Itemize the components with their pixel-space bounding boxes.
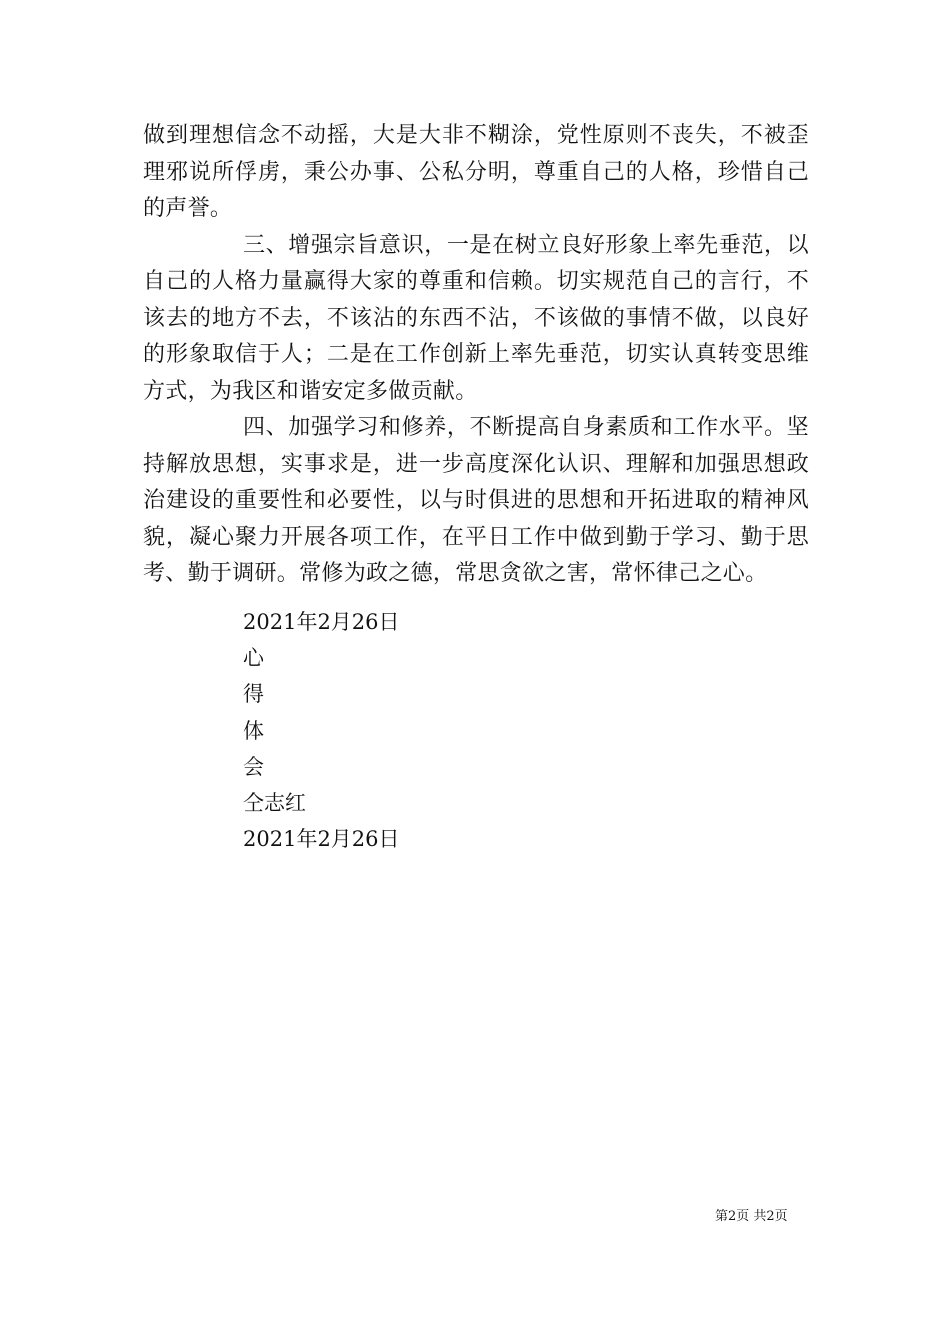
signature-date: 2021年2月26日	[243, 610, 400, 634]
signature-date-repeat: 2021年2月26日	[243, 827, 400, 852]
author-name: 仝志红	[243, 791, 306, 816]
page-number-footer: 第2页 共2页	[715, 1209, 788, 1224]
paragraph-section-four: 四、加强学习和修养，不断提高自身素质和工作水平。坚持解放思想，实事求是，进一步高度深化认识、理解和加强思想政治建设的重要性和必要性，以与时俱进的思想和开拓进取的精神风貌，凝心聚力开展各项工作，在平日工作中做到勤于学习、勤于思考、勤于调研。常修为政之德，常思贪欲之害，常怀律己之心。	[143, 415, 809, 586]
title-char: 会	[243, 754, 264, 779]
paragraph-continuation: 做到理想信念不动摇，大是大非不糊涂，党性原则不丧失，不被歪理邪说所俘虏，秉公办事、公私分明，尊重自己的人格，珍惜自己的声誉。	[143, 123, 809, 221]
title-char: 心	[243, 646, 264, 671]
document-body	[143, 118, 809, 593]
paragraph-section-three: 三、增强宗旨意识，一是在树立良好形象上率先垂范，以自己的人格力量赢得大家的尊重和信赖。切实规范自己的言行，不该去的地方不去，不该沾的东西不沾，不该做的事情不做，以良好的形象取信于人；二是在工作创新上率先垂范，切实认真转变思维方式，为我区和谐安定多做贡献。	[143, 232, 809, 404]
title-char: 体	[243, 718, 264, 743]
title-char: 得	[243, 682, 264, 707]
signature-block	[243, 604, 400, 857]
